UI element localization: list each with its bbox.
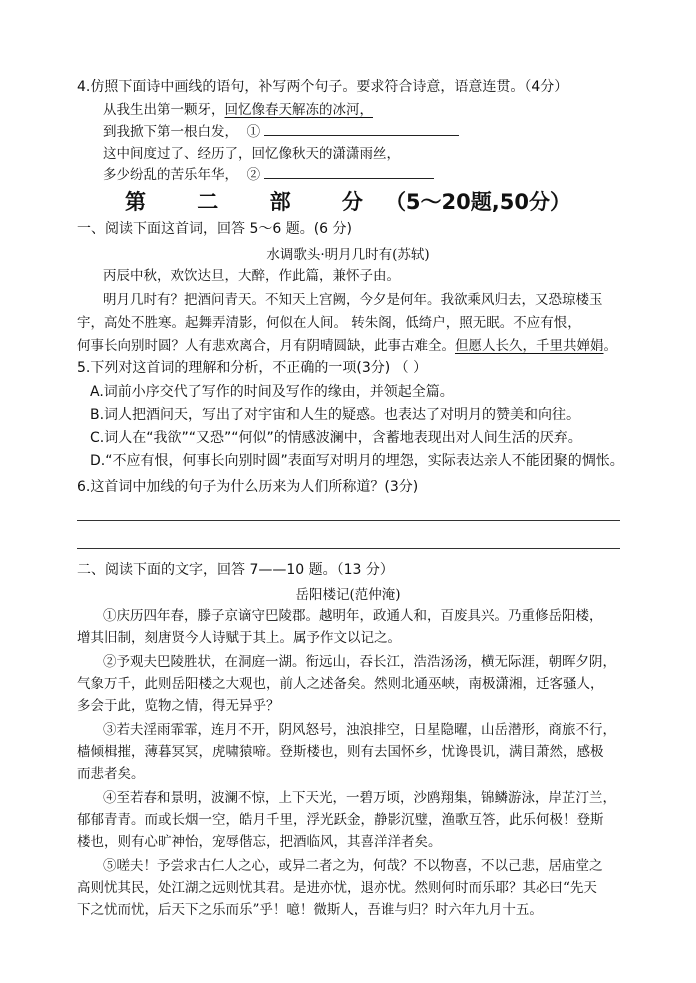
poem-line-2: 宇，高处不胜寒。起舞弄清影，何似在人间。 转朱阁，低绮户，照无眠。不应有恨， bbox=[77, 315, 581, 331]
essay-line: ④至若春和景明，波澜不惊，上下天光，一碧万顷，沙鸥翔集，锦鳞游泳，岸芷汀兰， bbox=[103, 790, 616, 806]
essay-line: 高则忧其民，处江湖之远则忧其君。是进亦忧，退亦忧。然则何时而乐耶？其必曰“先天 bbox=[77, 880, 597, 896]
q4-blank-2[interactable] bbox=[264, 164, 434, 179]
essay-line: ①庆历四年春，滕子京谪守巴陵郡。越明年，政通人和，百废具兴。乃重修岳阳楼， bbox=[103, 608, 603, 624]
poem-underlined-sentence: 但愿人长久，千里共婵娟 bbox=[455, 338, 604, 354]
poem-line-1: 明月几时有？把酒问青天。不知天上宫阙，今夕是何年。我欲乘风归去，又恐琼楼玉 bbox=[103, 292, 603, 308]
q4-blank-1[interactable] bbox=[264, 121, 459, 136]
poem-line-3-end: 。 bbox=[603, 338, 617, 354]
q4-blank-1-marker: ① bbox=[246, 124, 261, 140]
q4-line-4-text: 多少纷乱的苦乐年华， bbox=[103, 167, 238, 183]
essay-line: 而悲者矣。 bbox=[77, 766, 145, 782]
q4-blank-2-marker: ② bbox=[246, 167, 261, 183]
part-two-title bbox=[0, 186, 696, 216]
q5-stem: 5.下列对这首词的理解和分析，不正确的一项(3分) （ ） bbox=[77, 360, 428, 376]
section-2-heading: 二、阅读下面的文字，回答 7——10 题。（13 分） bbox=[77, 562, 394, 578]
essay-line: 气象万千，此则岳阳楼之大观也，前人之述备矣。然则北通巫峡，南极潇湘，迁客骚人， bbox=[77, 676, 604, 692]
essay-line: 楼也，则有心旷神怡，宠辱偕忘，把酒临风，其喜洋洋者矣。 bbox=[77, 834, 442, 850]
part-two-label: 第 二 部 分 bbox=[125, 190, 385, 214]
q4-line-4 bbox=[103, 164, 434, 185]
essay-title: 岳阳楼记(范仲淹) bbox=[295, 587, 401, 603]
essay-line: 多会于此，览物之情，得无异乎？ bbox=[77, 698, 280, 714]
essay-line: 增其旧制，刻唐贤今人诗赋于其上。属予作文以记之。 bbox=[77, 630, 401, 646]
q4-stem: 4.仿照下面诗中画线的语句，补写两个句子。要求符合诗意，语意连贯。（4分） bbox=[77, 79, 569, 95]
q4-line-1-underlined: 回忆像春天解冻的冰河， bbox=[224, 102, 373, 118]
poem-line-3-text: 何事长向别时圆？人有悲欢离合，月有阴晴圆缺，此事古难全。 bbox=[77, 338, 455, 354]
q4-line-1 bbox=[103, 100, 373, 120]
poem-preface: 丙辰中秋，欢饮达旦，大醉，作此篇，兼怀子由。 bbox=[103, 268, 400, 284]
q5-option-c: C.词人在“我欲”“又恐”“何似”的情感波澜中，含蓄地表现出对人间生活的厌弃。 bbox=[90, 430, 582, 446]
q6-answer-line-1[interactable] bbox=[77, 520, 620, 521]
q5-option-b: B.词人把酒问天，写出了对宇宙和人生的疑惑。也表达了对明月的赞美和向往。 bbox=[90, 407, 581, 423]
poem-title: 水调歌头·明月几时有(苏轼) bbox=[266, 247, 430, 263]
essay-line: 樯倾楫摧，薄暮冥冥，虎啸猿啼。登斯楼也，则有去国怀乡，忧谗畏讥，满目萧然，感极 bbox=[77, 744, 604, 760]
q4-line-2 bbox=[103, 121, 459, 142]
essay-line: ⑤嗟夫！予尝求古仁人之心，或异二者之为，何哉？不以物喜，不以己悲，居庙堂之 bbox=[103, 858, 603, 874]
poem-line-3 bbox=[77, 336, 617, 356]
q4-line-2-text: 到我掀下第一根白发， bbox=[103, 124, 238, 140]
essay-line: ③若夫淫雨霏霏，连月不开，阴风怒号，浊浪排空，日星隐曜，山岳潜形，商旅不行， bbox=[103, 722, 616, 738]
part-two-range: （5～20题,50分） bbox=[384, 190, 571, 214]
q5-option-d: D.“不应有恨，何事长向别时圆”表面写对明月的埋怨，实际表达亲人不能团聚的惆怅。 bbox=[90, 453, 624, 469]
q4-line-3: 这中间度过了、经历了，回忆像秋天的潇潇雨丝， bbox=[103, 146, 400, 162]
q6-stem: 6.这首词中加线的句子为什么历来为人们所称道？(3分) bbox=[77, 479, 419, 495]
essay-line: ②予观夫巴陵胜状，在洞庭一湖。衔远山，吞长江，浩浩汤汤，横无际涯，朝晖夕阴， bbox=[103, 654, 616, 670]
essay-line: 郁郁青青。而或长烟一空，皓月千里，浮光跃金，静影沉璧，渔歌互答，此乐何极！登斯 bbox=[77, 812, 604, 828]
section-1-heading: 一、阅读下面这首词，回答 5～6 题。(6 分) bbox=[77, 221, 352, 237]
q4-line-1-text: 从我生出第一颗牙， bbox=[103, 102, 225, 118]
q5-option-a: A.词前小序交代了写作的时间及写作的缘由，并领起全篇。 bbox=[90, 384, 454, 400]
q6-answer-line-2[interactable] bbox=[77, 548, 620, 549]
essay-line: 下之忧而忧，后天下之乐而乐”乎！噫！微斯人，吾谁与归？时六年九月十五。 bbox=[77, 902, 543, 918]
